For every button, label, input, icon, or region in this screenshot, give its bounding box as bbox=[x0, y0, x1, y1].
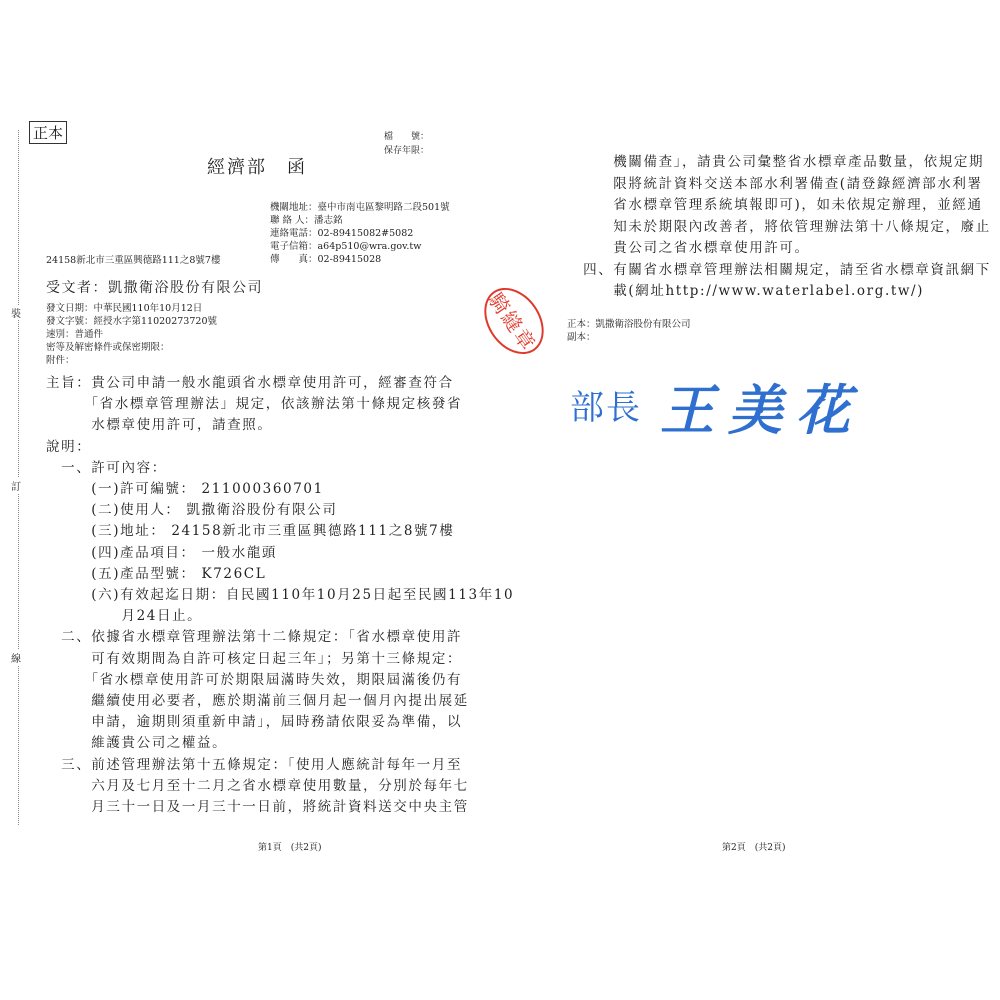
body-line: 限將統計資料交送本部水利署備查(請登錄經濟部水利署 bbox=[568, 175, 983, 192]
body-line: 一、許可內容： bbox=[46, 459, 167, 476]
body-line: 機關備查」，請貴公司彙整省水標章產品數量，依規定期 bbox=[568, 154, 985, 170]
seam-stamp bbox=[472, 277, 556, 366]
body-line: 載(網址http://www.waterlabel.org.tw/) bbox=[568, 283, 925, 299]
retention-label: 保存年限： bbox=[384, 146, 430, 156]
body-line: (一)許可編號： 211000360701 bbox=[46, 481, 324, 498]
body-line: (四)產品項目： 一般水龍頭 bbox=[46, 544, 278, 561]
body-line: 三、前述管理辦法第十五條規定：「使用人應統計每年一月至 bbox=[46, 756, 463, 773]
agency-phone: 連絡電話：02-89415082#5082 bbox=[270, 228, 414, 239]
doc-meta bbox=[46, 302, 217, 367]
body-line: (二)使用人： 凱撒衛浴股份有限公司 bbox=[46, 502, 338, 519]
copy-recipient: 副本： bbox=[567, 332, 596, 343]
body-line: 貴公司之省水標章使用許可。 bbox=[568, 240, 810, 256]
page1-footer: 第1頁 (共2頁) bbox=[258, 843, 322, 853]
body-line: 繼續使用必要者，應於期滿前三個月起一個月內提出展延 bbox=[46, 693, 469, 710]
recipient-address: 24158新北市三重區興德路111之8號7樓 bbox=[46, 255, 221, 266]
body-line: 說明： bbox=[46, 438, 92, 455]
body-line: (五)產品型號： K726CL bbox=[46, 565, 267, 582]
binding-mark: 線 bbox=[11, 650, 21, 665]
body-line: 主旨：貴公司申請一般水龍頭省水標章使用許可，經審查符合 bbox=[46, 375, 454, 391]
body-line: 申請，逾期則須重新申請」，屆時務請依限妥為準備，以 bbox=[46, 714, 463, 731]
body-line: 「省水標章使用許可於期限屆滿時失效，期限屆滿後仍有 bbox=[46, 671, 463, 688]
body-line: 六月及七月至十二月之省水標章使用數量，分別於每年七 bbox=[46, 777, 469, 794]
classification: 密等及解密條件或保密期限： bbox=[46, 342, 170, 353]
body-line: 維護貴公司之權益。 bbox=[46, 735, 228, 752]
body-line: 省水標章管理系統填報即可)，如未依規定辦理，並經通 bbox=[568, 197, 983, 213]
page1-body bbox=[46, 373, 514, 818]
original-copy-mark: 正本 bbox=[29, 121, 67, 144]
issue-date: 發文日期：中華民國110年10月12日 bbox=[46, 303, 203, 314]
binding-mark: 訂 bbox=[11, 478, 21, 493]
page2-body bbox=[568, 152, 991, 303]
seam-stamp-text: 騎縫章 bbox=[484, 287, 542, 356]
body-line: 水標章使用許可，請查照。 bbox=[46, 417, 273, 434]
attachments: 附件： bbox=[46, 355, 75, 366]
recipient: 受文者：凱撒衛浴股份有限公司 bbox=[46, 280, 263, 296]
distribution bbox=[567, 318, 691, 344]
document-title: 經濟部 函 bbox=[207, 157, 307, 178]
agency-info bbox=[270, 201, 450, 266]
signature-title: 部長 bbox=[570, 388, 642, 428]
body-line: (三)地址： 24158新北市三重區興德路111之8號7樓 bbox=[46, 523, 455, 540]
body-line: 「省水標章管理辦法」規定，依該辦法第十條規定核發省 bbox=[46, 396, 463, 413]
agency-address: 機關地址：臺中市南屯區黎明路二段501號 bbox=[270, 202, 450, 213]
body-line: 二、依據省水標章管理辦法第十二條規定：「省水標章使用許 bbox=[46, 629, 463, 646]
original-recipient: 正本：凱撒衛浴股份有限公司 bbox=[567, 319, 691, 330]
body-line: 月三十一日及一月三十一日前，將統計資料送交中央主管 bbox=[46, 799, 469, 816]
body-line: 四、有關省水標章管理辦法相關規定，請至省水標章資訊網下 bbox=[568, 261, 991, 278]
body-line: (六)有效起迄日期：自民國110年10月25日起至民國113年10 bbox=[46, 587, 515, 604]
body-line: 知未於期限內改善者，將依管理辦法第十八條規定，廢止 bbox=[568, 218, 991, 235]
agency-contact: 聯 絡 人：潘志銘 bbox=[270, 215, 343, 226]
agency-fax: 傳 真：02-89415028 bbox=[270, 254, 382, 265]
agency-email: 電子信箱：a64p510@wra.gov.tw bbox=[270, 241, 422, 252]
page2-footer: 第2頁 (共2頁) bbox=[722, 843, 786, 853]
speed: 速別：普通件 bbox=[46, 329, 104, 340]
file-no-label: 檔 號： bbox=[384, 132, 430, 142]
body-line: 可有效期間為自許可核定日起三年」；另第十三條規定： bbox=[46, 650, 463, 667]
binding-mark: 裝 bbox=[11, 305, 21, 320]
body-line: 月24日止。 bbox=[46, 608, 203, 625]
signature-name: 王美花 bbox=[660, 378, 864, 442]
doc-number: 發文字號：經授水字第11020273720號 bbox=[46, 316, 217, 327]
